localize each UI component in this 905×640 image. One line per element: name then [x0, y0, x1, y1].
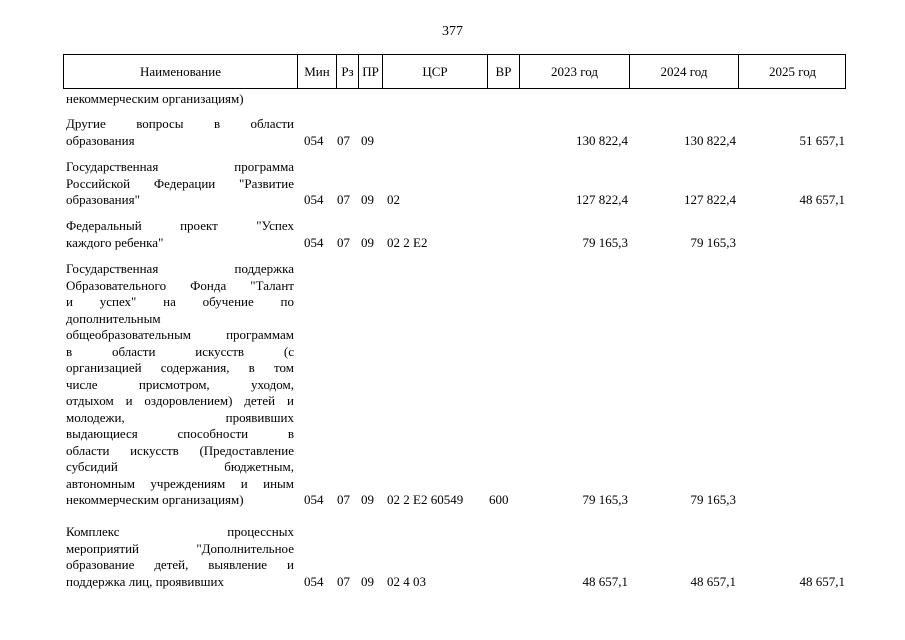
cell-rz: 07 [337, 132, 350, 148]
cell-y2024: 79 165,3 [690, 492, 736, 507]
header-rz: Рз [336, 55, 358, 88]
cell-y2025: 48 657,1 [799, 192, 845, 207]
name-line: выдающиеся способности в [66, 426, 294, 441]
name-line: Образовательного Фонда "Талант [66, 277, 294, 293]
row-name [66, 218, 294, 251]
name-line: Государственная программа [66, 159, 294, 174]
cell-y2024: 79 165,3 [690, 234, 736, 250]
row-name [66, 159, 294, 209]
page-number: 377 [442, 24, 463, 39]
name-line: общеобразовательным программам [66, 327, 294, 342]
cell-y2024: 127 822,4 [684, 192, 736, 207]
cell-pr: 09 [361, 192, 374, 207]
name-line: поддержка лиц, проявивших [66, 573, 224, 589]
cell-rz: 07 [337, 192, 350, 207]
cell-csr: 02 2 Е2 60549 [387, 492, 464, 507]
name-line: каждого ребенка" [66, 234, 164, 250]
cell-y2024: 48 657,1 [690, 573, 736, 589]
name-line: числе присмотром, уходом, [66, 376, 294, 392]
name-line: автономным учреждениям и иным [66, 475, 294, 491]
name-line: Государственная поддержка [66, 261, 294, 276]
cell-y2023: 127 822,4 [576, 192, 628, 207]
name-line: мероприятий "Дополнительное [66, 540, 294, 556]
name-line: дополнительным [66, 310, 161, 326]
cell-pr: 09 [361, 573, 374, 589]
name-line: организацией содержания, в том [66, 360, 294, 375]
header-vr: ВР [487, 55, 519, 88]
table-header [63, 54, 846, 89]
cell-y2023: 48 657,1 [582, 573, 628, 589]
name-line: в области искусств (с [66, 343, 294, 359]
header-pr: ПР [358, 55, 382, 88]
header-2025: 2025 год [738, 55, 846, 88]
name-line: молодежи, проявивших [66, 409, 294, 425]
cell-y2023: 79 165,3 [582, 492, 628, 507]
cell-rz: 07 [337, 492, 350, 507]
cell-csr: 02 4 03 [387, 573, 426, 589]
cell-y2025: 48 657,1 [799, 573, 845, 589]
name-line: Другие вопросы в области [66, 116, 294, 131]
header-min: Мин [297, 55, 336, 88]
name-line: и успех" на обучение по [66, 294, 294, 309]
header-2024: 2024 год [629, 55, 738, 88]
cell-pr: 09 [361, 132, 374, 148]
cell-y2023: 79 165,3 [582, 234, 628, 250]
cell-rz: 07 [337, 234, 350, 250]
cell-min: 054 [304, 573, 324, 589]
row-name [66, 91, 294, 108]
cell-min: 054 [304, 234, 324, 250]
name-line: области искусств (Предоставление [66, 442, 294, 458]
cell-min: 054 [304, 132, 324, 148]
cell-pr: 09 [361, 234, 374, 250]
cell-csr: 02 [387, 192, 400, 207]
cell-y2024: 130 822,4 [684, 132, 736, 148]
name-line: образование детей, выявление и [66, 557, 294, 572]
name-line: образования" [66, 192, 140, 207]
cell-y2023: 130 822,4 [576, 132, 628, 148]
row-name [66, 524, 294, 590]
name-line: образования [66, 132, 135, 148]
row-name [66, 261, 294, 509]
row-name [66, 116, 294, 149]
cell-rz: 07 [337, 573, 350, 589]
cell-y2025: 51 657,1 [799, 132, 845, 148]
cell-vr: 600 [489, 492, 509, 507]
name-line: отдыхом и оздоровлением) детей и [66, 393, 294, 408]
cell-pr: 09 [361, 492, 374, 507]
name-line: Федеральный проект "Успех [66, 218, 294, 233]
cell-min: 054 [304, 492, 324, 507]
name-line: субсидий бюджетным, [66, 459, 294, 474]
name-line: некоммерческим организациям) [66, 91, 244, 106]
name-line: Комплекс процессных [66, 524, 294, 539]
name-line: Российской Федерации "Развитие [66, 175, 294, 191]
header-name: Наименование [140, 64, 221, 79]
cell-min: 054 [304, 192, 324, 207]
header-csr: ЦСР [382, 55, 487, 88]
name-line: некоммерческим организациям) [66, 492, 244, 507]
header-2023: 2023 год [519, 55, 629, 88]
cell-csr: 02 2 Е2 [387, 234, 428, 250]
